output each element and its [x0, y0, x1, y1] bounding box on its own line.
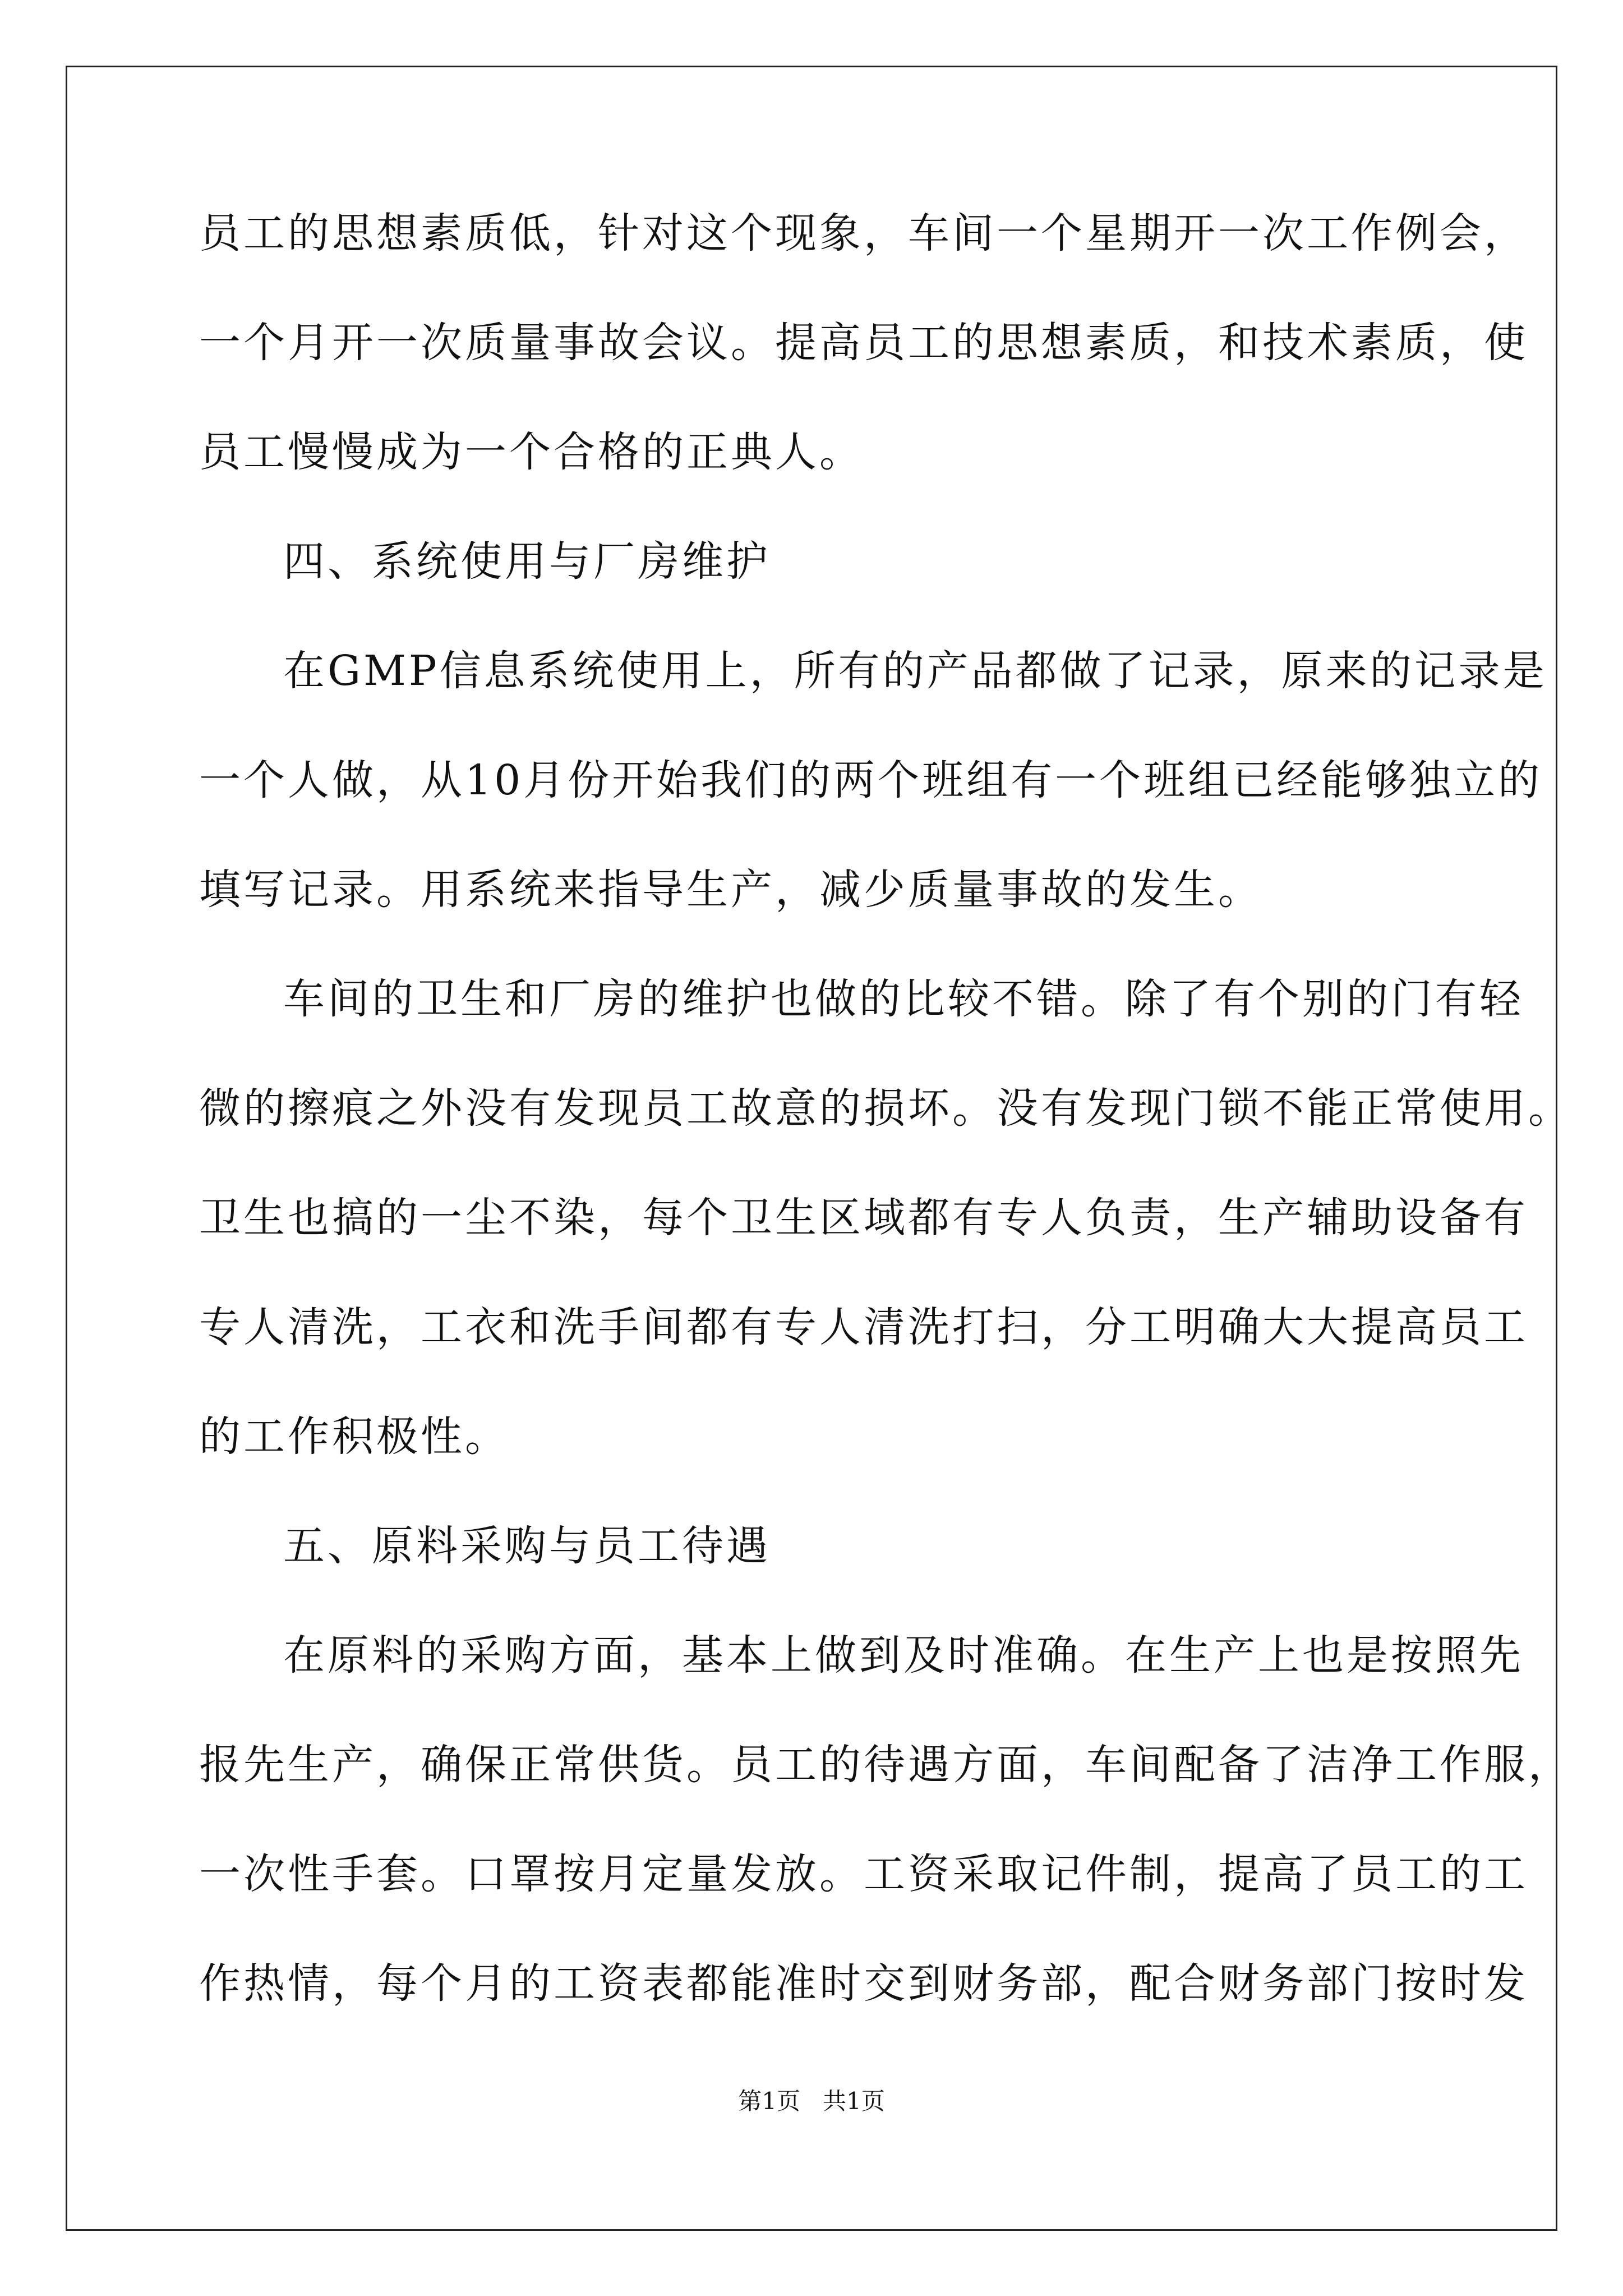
text-line: 微的擦痕之外没有发现员工故意的损坏。没有发现门锁不能正常使用。 — [199, 1084, 1573, 1133]
text-line: 报先生产，确保正常供货。员工的待遇方面，车间配备了洁净工作服， — [199, 1741, 1573, 1789]
text-line: 一次性手套。口罩按月定量发放。工资采取记件制，提高了员工的工 — [199, 1850, 1528, 1898]
text-line: 填写记录。用系统来指导生产，减少质量事故的发生。 — [199, 866, 1262, 914]
section-heading: 五、原料采购与员工待遇 — [283, 1522, 771, 1570]
text-line: 车间的卫生和厂房的维护也做的比较不错。除了有个别的门有轻 — [283, 975, 1524, 1023]
text-line: 专人清洗，工衣和洗手间都有专人清洗打扫，分工明确大大提高员工 — [199, 1303, 1528, 1351]
text-line: 的工作积极性。 — [199, 1412, 509, 1461]
text-line: 员工的思想素质低，针对这个现象，车间一个星期开一次工作例会， — [199, 209, 1528, 257]
text-line: 在GMP信息系统使用上，所有的产品都做了记录，原来的记录是 — [283, 647, 1547, 695]
page-border — [66, 66, 1573, 2231]
text-line: 员工慢慢成为一个合格的正典人。 — [199, 428, 864, 476]
text-line: 作热情，每个月的工资表都能准时交到财务部，配合财务部门按时发 — [199, 1959, 1528, 2008]
text-line: 卫生也搞的一尘不染，每个卫生区域都有专人负责，生产辅助设备有 — [199, 1194, 1528, 1242]
text-line: 一个人做，从10月份开始我们的两个班组有一个班组已经能够独立的 — [199, 756, 1543, 804]
page-footer: 第1页 共1页 — [738, 2087, 885, 2115]
section-heading: 四、系统使用与厂房维护 — [283, 537, 771, 586]
text-line: 在原料的采购方面，基本上做到及时准确。在生产上也是按照先 — [283, 1631, 1524, 1680]
text-line: 一个月开一次质量事故会议。提高员工的思想素质，和技术素质，使 — [199, 319, 1528, 367]
